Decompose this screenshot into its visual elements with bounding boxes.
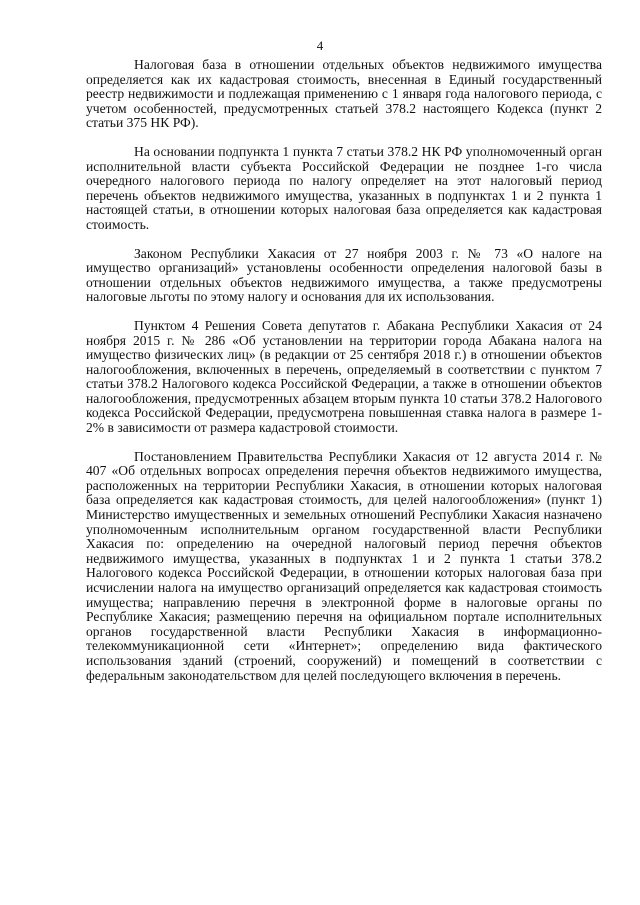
paragraph-government-resolution: Постановлением Правительства Республики Хакасия от 12 августа 2014 г. № 407 «Об отдельных вопросах определения перечня объектов недвижимого имущества, расположенных на территории Республики Хакасия, в отношении которых налоговая база определяется как кадастровая стоимость, для целей налогообложения» (пункт 1) Министерство имущественных и земельных отношений Республики Хакасия назначено уполномоченным исполнительным органом государственной власти Республики Хакасия по: определению на очередной налоговый период перечня объектов недвижимого имущества, указанных в подпунктах 1 и 2 пункта 1 статьи 378.2 Налогового кодекса Российской Федерации, в отношении которых налоговая база при исчислении налога на имущество организаций определяется как кадастровая стоимость имущества; направлению перечня в электронной форме в налоговые органы по Республике Хакасия; размещению перечня на официальном портале исполнительных органов государственной власти Республики Хакасия в информационно-телекоммуникационной сети «Интернет»; определению вида фактического использования зданий (строений, сооружений) и помещений в соответствии с федеральным законодательством для целей последующего включения в перечень. bbox=[86, 448, 602, 683]
paragraph-abakan-decision: Пунктом 4 Решения Совета депутатов г. Абакана Республики Хакасия от 24 ноября 2015 г. № 286 «Об установлении на территории города Абакана налога на имущество физических лиц» (в редакции от 25 сентября 2018 г.) в отношении объектов налогообложения, включенных в перечень, определяемый в соответствии с пунктом 7 статьи 378.2 Налогового кодекса Российской Федерации, а также в отношении объектов налогообложения, предусмотренных абзацем вторым пункта 10 статьи 378.2 Налогового кодекса Российской Федерации, предусмотрена повышенная ставка налога в размере 1-2% в зависимости от размера кадастровой стоимости. bbox=[86, 317, 602, 436]
page-number: 4 bbox=[316, 38, 324, 53]
document-body bbox=[86, 58, 602, 697]
paragraph-khakassia-law: Законом Республики Хакасия от 27 ноября 2003 г. № 73 «О налоге на имущество организаций» установлены особенности определения налоговой базы в отношении отдельных объектов недвижимого имущества, а также предусмотрены налоговые льготы по этому налогу и основания для их использования. bbox=[86, 245, 602, 305]
paragraph-authorized-body: На основании подпункта 1 пункта 7 статьи 378.2 НК РФ уполномоченный орган исполнительной власти субъекта Российской Федерации не позднее 1-го числа очередного налогового периода по налогу определяет на этот налоговый период перечень объектов недвижимого имущества, указанных в подпунктах 1 и 2 пункта 1 настоящей статьи, в отношении которых налоговая база определяется как кадастровая стоимость. bbox=[86, 143, 602, 232]
paragraph-tax-base: Налоговая база в отношении отдельных объектов недвижимого имущества определяется как их кадастровая стоимость, внесенная в Единый государственный реестр недвижимости и подлежащая применению с 1 января года налогового периода, с учетом особенностей, предусмотренных статьей 378.2 настоящего Кодекса (пункт 2 статьи 375 НК РФ). bbox=[86, 57, 602, 131]
